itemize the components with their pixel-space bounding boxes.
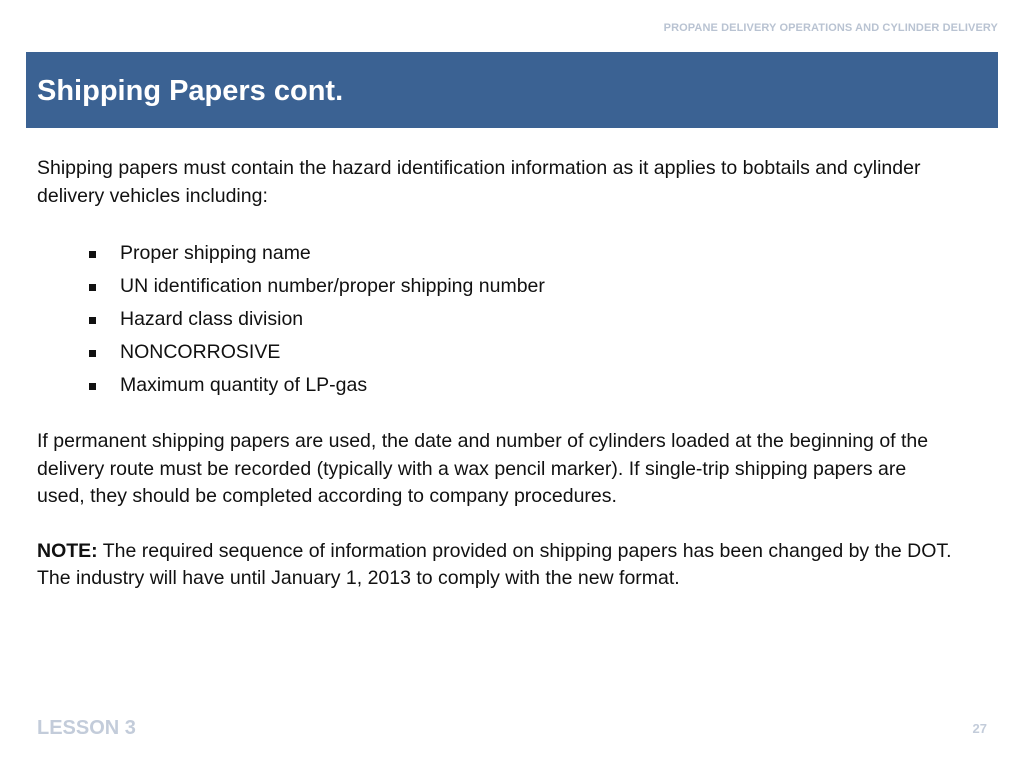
- square-bullet-icon: [89, 383, 96, 390]
- bullet-item: [37, 303, 957, 336]
- bullet-item: [37, 270, 957, 303]
- intro-paragraph: Shipping papers must contain the hazard identification information as it applies to bobtails and cylinder delivery vehicles including:: [37, 157, 921, 207]
- square-bullet-icon: [89, 317, 96, 324]
- note-label: NOTE:: [37, 539, 98, 562]
- note-paragraph: [37, 538, 957, 593]
- bullet-item: [37, 369, 957, 402]
- lesson-label: LESSON 3: [37, 717, 136, 739]
- bullet-text: NONCORROSIVE: [120, 341, 281, 363]
- slide-title: Shipping Papers cont.: [37, 75, 344, 107]
- bullet-item: [37, 336, 957, 369]
- square-bullet-icon: [89, 284, 96, 291]
- title-bar: [26, 52, 998, 128]
- bullet-item: [37, 237, 957, 270]
- course-header: PROPANE DELIVERY OPERATIONS AND CYLINDER DELIVERY: [663, 22, 998, 34]
- page-number: 27: [972, 721, 987, 736]
- bullet-text: Hazard class division: [120, 308, 304, 330]
- bullet-text: UN identification number/proper shipping number: [120, 275, 545, 297]
- bullet-text: Proper shipping name: [120, 242, 311, 264]
- bullet-text: Maximum quantity of LP-gas: [120, 374, 368, 396]
- note-text: The required sequence of information provided on shipping papers has been changed by the DOT. The industry will have until January 1, 2013 to comply with the new format.: [37, 539, 952, 589]
- usage-paragraph: If permanent shipping papers are used, the date and number of cylinders loaded at the beginning of the delivery route must be recorded (typically with a wax pencil marker). If single-trip shipping papers are used, they should be completed according to company procedures.: [37, 430, 929, 507]
- square-bullet-icon: [89, 350, 96, 357]
- bullet-list: [37, 237, 957, 402]
- square-bullet-icon: [89, 251, 96, 258]
- slide-content: [37, 155, 957, 593]
